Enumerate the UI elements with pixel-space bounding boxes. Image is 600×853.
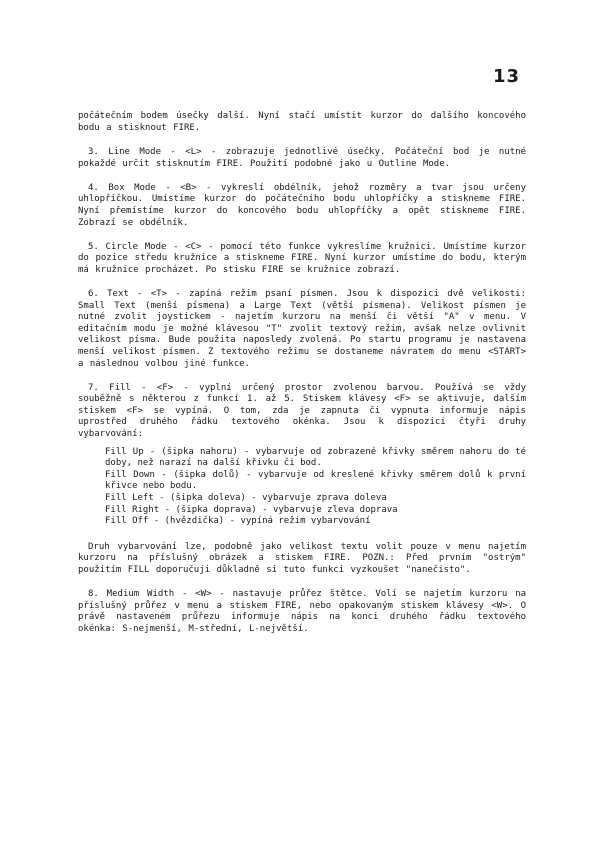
fill-options-list <box>105 447 526 528</box>
paragraph-medium-width: 8. Medium Width - <W> - nastavuje průřez štětce. Volí se najetím kurzoru na příslušný průřez v menu a stiskem FIRE, nebo opakovaným stiskem klávesy <W>. O právě nastaveném průřezu informuje nápis na konci druhého řádku textového okénka: S-nejmenší, M-střední, L-největší. <box>78 589 526 634</box>
paragraph-continuation: počátečním bodem úsečky další. Nyní stačí umístit kurzor do dalšího koncového bodu a stisknout FIRE. <box>78 111 526 133</box>
paragraph-text-mode: 6. Text - <T> - zapíná režim psaní písmen. Jsou k dispozici dvě velikosti: Small Text (menší písmena) a Large Text (větší písmena). Velikost písmen je nutné zvolit joystickem - najetím kurzoru na menší či větší "A" v menu. V editačním modu je možné klávesou "T" zvolit textový režim, avšak nelze ovlivnit velikost písma. Bude použita naposledy zvolená. Po startu programu je nastavena menší velikost písmen. Z textového režimu se dostaneme návratem do menu <START> a následnou volbou jiné funkce. <box>78 289 526 369</box>
paragraph-fill-note: Druh vybarvování lze, podobně jako velikost textu volit pouze v menu najetím kurzoru na příslušný obrázek a stiskem FIRE. POZN.: Před prvním "ostrým" použitím FILL doporučuji důkladně si tuto funkci vyzkoušet "nanečisto". <box>78 541 526 575</box>
page-number: 13 <box>492 66 520 87</box>
list-item-fill-right: Fill Right - (šipka doprava) - vybarvuje zleva doprava <box>105 504 398 515</box>
list-item-fill-down: Fill Down - (šipka dolů) - vybarvuje od kreslené křivky směrem dolů k první křivce nebo bodu. <box>105 469 526 492</box>
paragraph-box-mode: 4. Box Mode - <B> - vykreslí obdélník, jehož rozměry a tvar jsou určeny uhlopříčkou. Umístíme kurzor do počátečního bodu uhlopříčky a stiskneme FIRE. Nyní přemístíme kurzor do koncového bodu uhlopříčky a opět stiskneme FIRE. Zobrazí se obdélník. <box>78 182 526 228</box>
paragraph-fill-mode: 7. Fill - <F> - vyplní určený prostor zvolenou barvou. Používá se vždy souběžně s některou z funkcí 1. až 5. Stiskem klávesy <F> se aktivuje, dalším stiskem <F> se vypíná. O tom, zda je zapnuta či vypnuta informuje nápis uprostřed druhého řádku textového okénka. Jsou k dispozici čtyři druhy vybarvování: <box>78 382 526 440</box>
document-body <box>78 111 526 648</box>
paragraph-line-mode: 3. Line Mode - <L> - zobrazuje jednotlivé úsečky. Počáteční bod je nutné pokaždé určit stisknutím FIRE. Použití podobné jako u Outline Mode. <box>78 147 526 169</box>
paragraph-circle-mode: 5. Circle Mode - <C> - pomocí této funkce vykreslíme kružnici. Umístíme kurzor do pozice středu kružnice a stiskneme FIRE. Nyní kurzor umístíme do bodu, kterým má kružnice procházet. Po stisku FIRE se kružnice zobrazí. <box>78 241 526 275</box>
list-item-fill-left: Fill Left - (šipka doleva) - vybarvuje zprava doleva <box>105 493 387 504</box>
list-item-fill-off: Fill Off - (hvězdička) - vypíná režim vybarvování <box>105 516 371 527</box>
list-item-fill-up: Fill Up - (šipka nahoru) - vybarvuje od zobrazené křivky směrem nahoru do té doby, než narazí na další křivku či bod. <box>105 446 526 469</box>
